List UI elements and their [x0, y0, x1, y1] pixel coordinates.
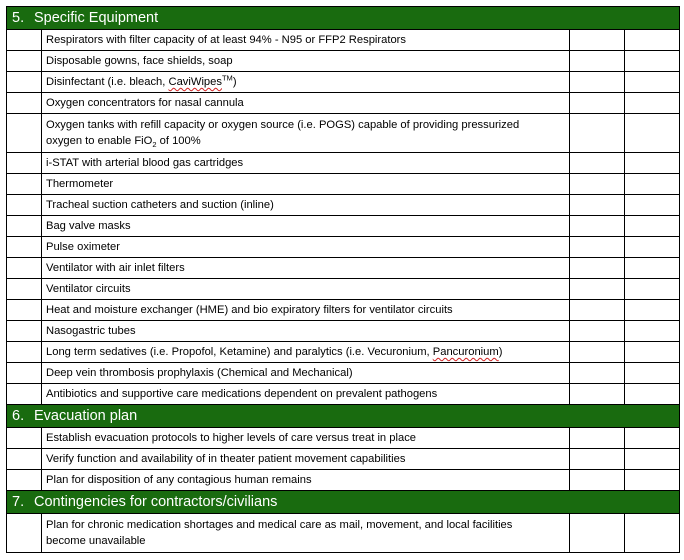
notes-cell[interactable]	[625, 363, 680, 384]
notes-cell[interactable]	[625, 93, 680, 114]
table-row	[7, 363, 680, 384]
status-cell[interactable]	[570, 470, 625, 491]
notes-cell[interactable]	[625, 428, 680, 449]
table-row	[7, 30, 680, 51]
table-row	[7, 93, 680, 114]
item-text-line1: Oxygen tanks with refill capacity or oxygen source (i.e. POGS) capable of providing pressurized	[46, 119, 520, 131]
section-number: 6.	[12, 408, 25, 424]
section-header-contingencies	[7, 491, 680, 514]
item-description: Respirators with filter capacity of at least 94% - N95 or FFP2 Respirators	[42, 30, 570, 51]
checkbox-cell[interactable]	[7, 153, 42, 174]
section-header-evacuation-plan	[7, 405, 680, 428]
notes-cell[interactable]	[625, 470, 680, 491]
item-description: Bag valve masks	[42, 216, 570, 237]
item-description	[42, 342, 570, 363]
status-cell[interactable]	[570, 30, 625, 51]
notes-cell[interactable]	[625, 279, 680, 300]
item-description: Oxygen concentrators for nasal cannula	[42, 93, 570, 114]
item-description: Verify function and availability of in theater patient movement capabilities	[42, 449, 570, 470]
notes-cell[interactable]	[625, 321, 680, 342]
status-cell[interactable]	[570, 363, 625, 384]
checkbox-cell[interactable]	[7, 195, 42, 216]
item-text-line1: Plan for chronic medication shortages and medical care as mail, movement, and local facilities	[46, 519, 513, 531]
section-header-cell	[7, 405, 680, 428]
table-row	[7, 342, 680, 363]
section-title: Specific Equipment	[34, 10, 159, 26]
status-cell[interactable]	[570, 51, 625, 72]
notes-cell[interactable]	[625, 237, 680, 258]
table-row	[7, 384, 680, 405]
status-cell[interactable]	[570, 342, 625, 363]
status-cell[interactable]	[570, 93, 625, 114]
status-cell[interactable]	[570, 428, 625, 449]
item-description: Heat and moisture exchanger (HME) and bio expiratory filters for ventilator circuits	[42, 300, 570, 321]
checkbox-cell[interactable]	[7, 174, 42, 195]
status-cell[interactable]	[570, 514, 625, 553]
status-cell[interactable]	[570, 321, 625, 342]
table-row	[7, 514, 680, 553]
item-text-prefix: Long term sedatives (i.e. Propofol, Ketamine) and paralytics (i.e. Vecuronium,	[46, 346, 433, 358]
item-text-line2: become unavailable	[46, 535, 146, 547]
checkbox-cell[interactable]	[7, 300, 42, 321]
item-description: Ventilator circuits	[42, 279, 570, 300]
section-number: 7.	[12, 494, 25, 510]
section-header-cell	[7, 7, 680, 30]
item-description	[42, 72, 570, 93]
item-description	[42, 114, 570, 153]
status-cell[interactable]	[570, 384, 625, 405]
item-description	[42, 514, 570, 553]
spellcheck-word: Pancuronium	[432, 346, 499, 358]
table-row	[7, 237, 680, 258]
table-row	[7, 449, 680, 470]
section-title: Evacuation plan	[34, 408, 138, 424]
status-cell[interactable]	[570, 258, 625, 279]
status-cell[interactable]	[570, 216, 625, 237]
checkbox-cell[interactable]	[7, 51, 42, 72]
status-cell[interactable]	[570, 449, 625, 470]
table-row	[7, 321, 680, 342]
checkbox-cell[interactable]	[7, 342, 42, 363]
checkbox-cell[interactable]	[7, 258, 42, 279]
equipment-checklist-table	[6, 6, 680, 553]
item-description: Establish evacuation protocols to higher levels of care versus treat in place	[42, 428, 570, 449]
spellcheck-word: CaviWipes	[168, 76, 222, 88]
checkbox-cell[interactable]	[7, 30, 42, 51]
checkbox-cell[interactable]	[7, 216, 42, 237]
item-description: Plan for disposition of any contagious human remains	[42, 470, 570, 491]
notes-cell[interactable]	[625, 216, 680, 237]
notes-cell[interactable]	[625, 51, 680, 72]
checkbox-cell[interactable]	[7, 237, 42, 258]
status-cell[interactable]	[570, 174, 625, 195]
item-text-suffix: )	[498, 346, 503, 358]
checkbox-cell[interactable]	[7, 363, 42, 384]
item-description: Nasogastric tubes	[42, 321, 570, 342]
checkbox-cell[interactable]	[7, 279, 42, 300]
checkbox-cell[interactable]	[7, 72, 42, 93]
table-row	[7, 428, 680, 449]
notes-cell[interactable]	[625, 30, 680, 51]
trademark-superscript: TM	[221, 73, 233, 83]
section-number: 5.	[12, 10, 25, 26]
subscript-2: 2	[152, 140, 157, 150]
notes-cell[interactable]	[625, 258, 680, 279]
checkbox-cell[interactable]	[7, 514, 42, 553]
table-row	[7, 174, 680, 195]
notes-cell[interactable]	[625, 114, 680, 153]
notes-cell[interactable]	[625, 195, 680, 216]
checkbox-cell[interactable]	[7, 321, 42, 342]
section-header-cell	[7, 491, 680, 514]
table-row	[7, 216, 680, 237]
item-description: Disposable gowns, face shields, soap	[42, 51, 570, 72]
status-cell[interactable]	[570, 237, 625, 258]
item-description: Antibiotics and supportive care medications dependent on prevalent pathogens	[42, 384, 570, 405]
checkbox-cell[interactable]	[7, 93, 42, 114]
item-text-line2-end: of 100%	[156, 135, 201, 147]
notes-cell[interactable]	[625, 342, 680, 363]
item-text-prefix: Disinfectant (i.e. bleach,	[46, 76, 169, 88]
checkbox-cell[interactable]	[7, 449, 42, 470]
item-description: Pulse oximeter	[42, 237, 570, 258]
notes-cell[interactable]	[625, 153, 680, 174]
item-description: Tracheal suction catheters and suction (inline)	[42, 195, 570, 216]
status-cell[interactable]	[570, 279, 625, 300]
notes-cell[interactable]	[625, 449, 680, 470]
table-row	[7, 279, 680, 300]
item-description: i-STAT with arterial blood gas cartridges	[42, 153, 570, 174]
status-cell[interactable]	[570, 72, 625, 93]
table-row	[7, 300, 680, 321]
item-description: Deep vein thrombosis prophylaxis (Chemical and Mechanical)	[42, 363, 570, 384]
table-row	[7, 470, 680, 491]
checkbox-cell[interactable]	[7, 470, 42, 491]
table-row	[7, 114, 680, 153]
checkbox-cell[interactable]	[7, 384, 42, 405]
table-row	[7, 51, 680, 72]
checkbox-cell[interactable]	[7, 114, 42, 153]
notes-cell[interactable]	[625, 300, 680, 321]
item-text-suffix: )	[232, 76, 237, 88]
section-header-specific-equipment	[7, 7, 680, 30]
status-cell[interactable]	[570, 300, 625, 321]
table-row	[7, 72, 680, 93]
item-description: Ventilator with air inlet filters	[42, 258, 570, 279]
notes-cell[interactable]	[625, 384, 680, 405]
status-cell[interactable]	[570, 114, 625, 153]
table-row	[7, 153, 680, 174]
status-cell[interactable]	[570, 153, 625, 174]
table-row	[7, 258, 680, 279]
status-cell[interactable]	[570, 195, 625, 216]
section-title: Contingencies for contractors/civilians	[34, 494, 278, 510]
notes-cell[interactable]	[625, 72, 680, 93]
table-row	[7, 195, 680, 216]
notes-cell[interactable]	[625, 514, 680, 553]
item-text-line2: oxygen to enable FiO	[46, 135, 153, 147]
checkbox-cell[interactable]	[7, 428, 42, 449]
item-description: Thermometer	[42, 174, 570, 195]
notes-cell[interactable]	[625, 174, 680, 195]
